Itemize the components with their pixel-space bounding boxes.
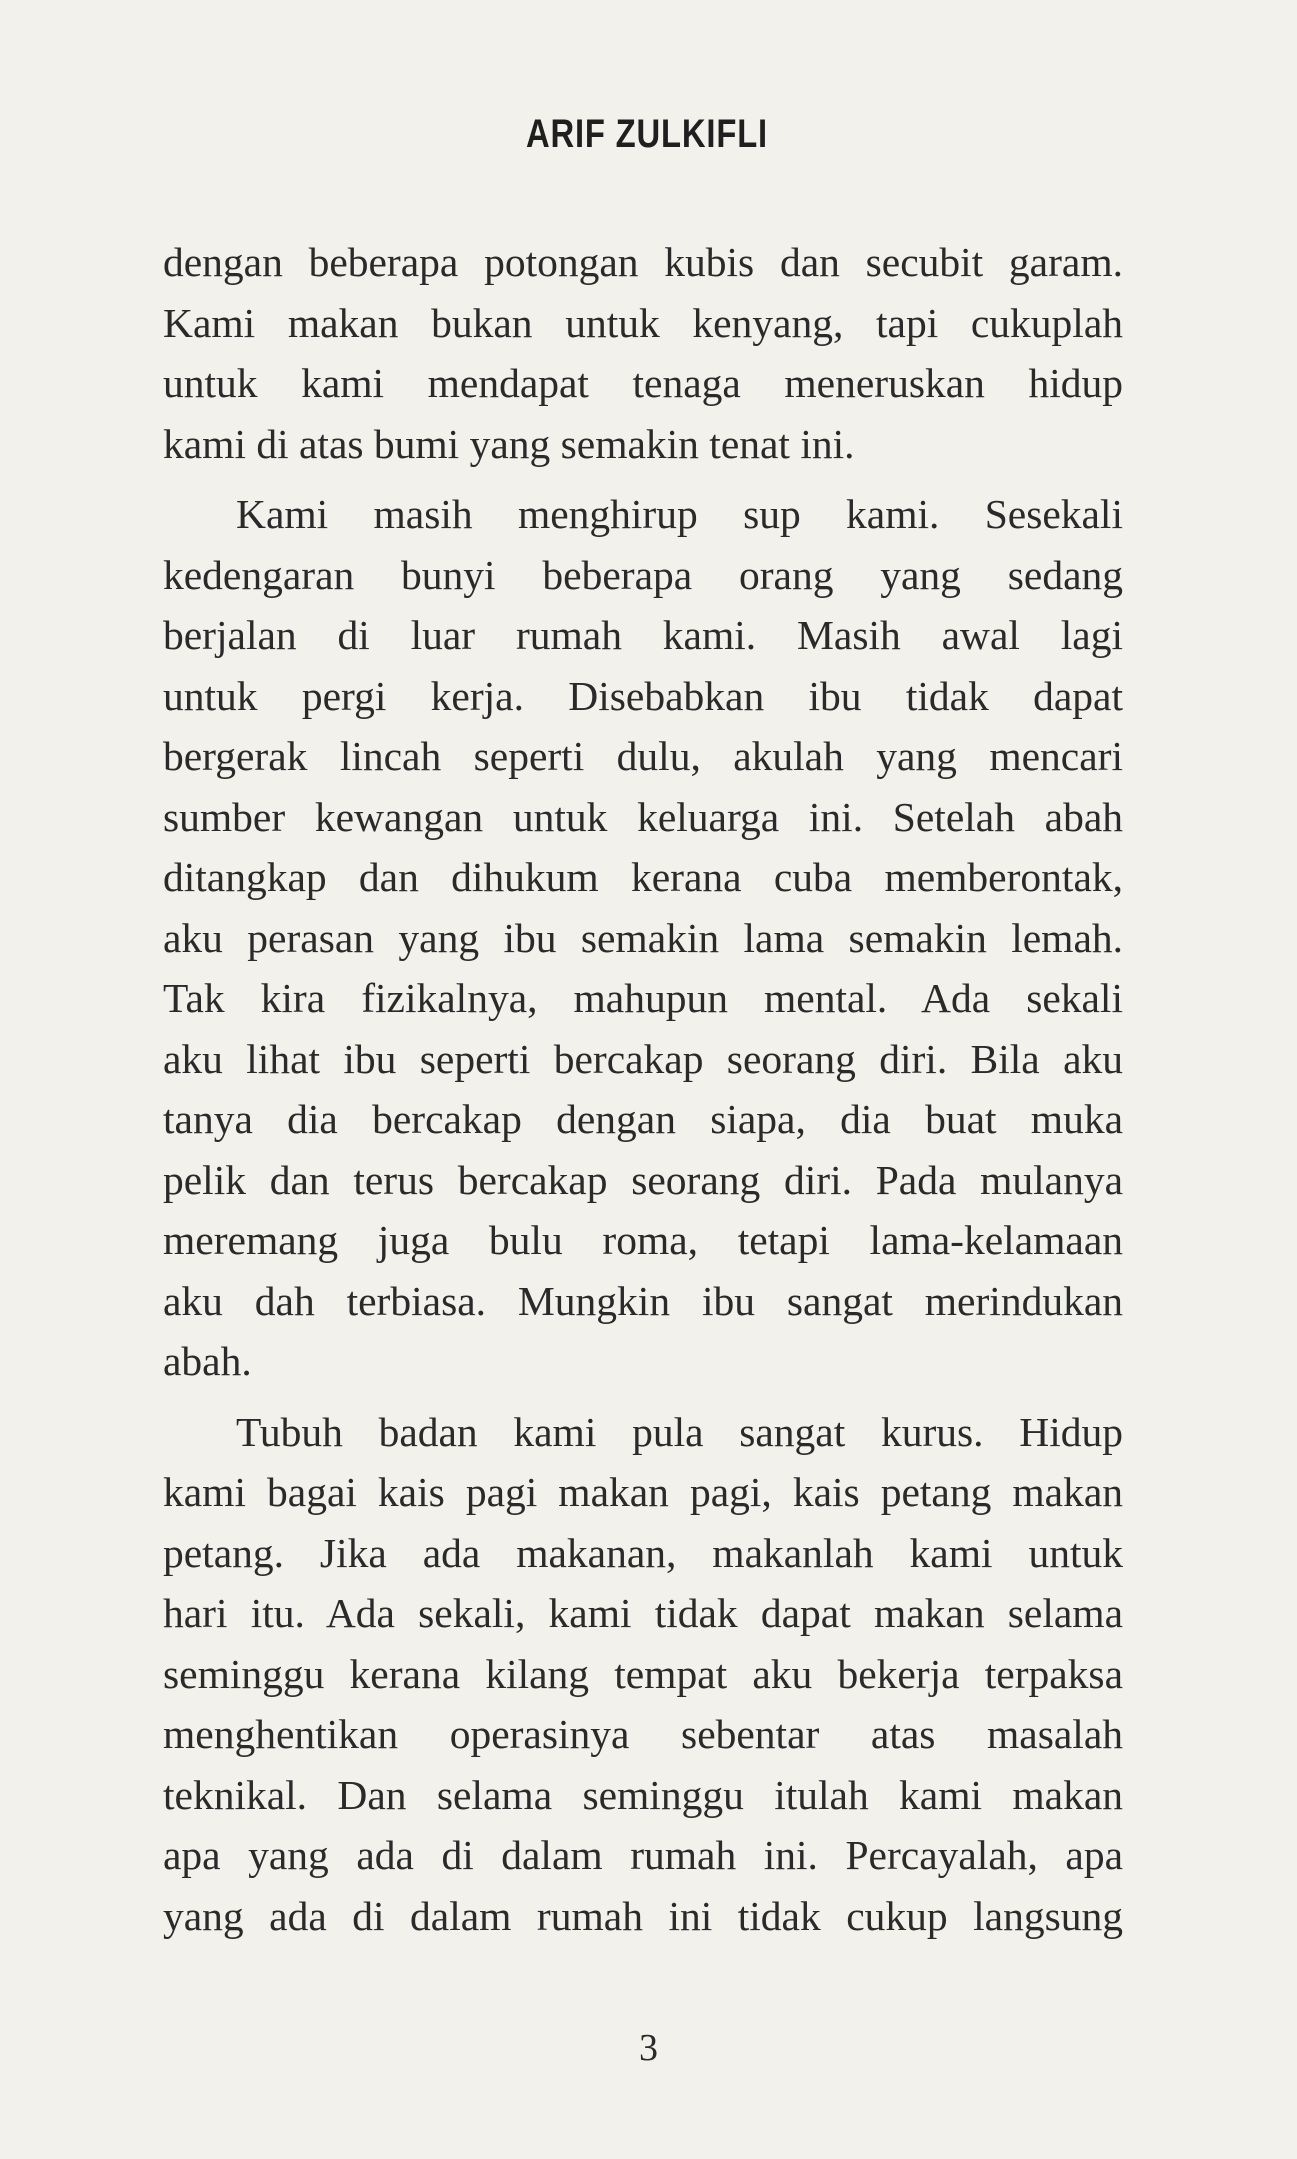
running-header-author: ARIF ZULKIFLI (525, 112, 768, 156)
paragraph-2-line-10: aku lihat ibu seperti bercakap seorang diri. Bila aku (163, 1035, 1123, 1082)
paragraph-3-line-7: teknikal. Dan selama seminggu itulah kami makan (163, 1771, 1123, 1818)
paragraph-3-line-2: kami bagai kais pagi makan pagi, kais petang makan (163, 1469, 1123, 1515)
paragraph-1-line-1: dengan beberapa potongan kubis dan secubit garam. (163, 239, 1123, 285)
paragraph-2-line-12: pelik dan terus bercakap seorang diri. Pada mulanya (163, 1156, 1123, 1203)
paragraph-2-line-7: ditangkap dan dihukum kerana cuba memberontak, (163, 854, 1123, 900)
paragraph-2-line-1: Kami masih menghirup sup kami. Sesekali (236, 491, 1123, 537)
paragraph-3-line-1: Tubuh badan kami pula sangat kurus. Hidup (236, 1408, 1123, 1455)
paragraph-2-line-15: abah. (163, 1338, 252, 1384)
paragraph-1-line-3: untuk kami mendapat tenaga meneruskan hidup (163, 360, 1123, 406)
paragraph-2-line-4: untuk pergi kerja. Disebabkan ibu tidak dapat (163, 672, 1123, 719)
paragraph-3-line-3: petang. Jika ada makanan, makanlah kami untuk (163, 1529, 1123, 1576)
paragraph-1-line-4: kami di atas bumi yang semakin tenat ini. (163, 420, 855, 467)
body-text (163, 232, 1123, 1946)
paragraph-2-line-6: sumber kewangan untuk keluarga ini. Setelah abah (163, 793, 1123, 840)
paragraph-1-line-2: Kami makan bukan untuk kenyang, tapi cukuplah (163, 299, 1123, 346)
paragraph-2-line-9: Tak kira fizikalnya, mahupun mental. Ada sekali (163, 975, 1123, 1021)
page-number: 3 (639, 2027, 658, 2069)
paragraph-2-line-13: meremang juga bulu roma, tetapi lama-kelamaan (163, 1217, 1123, 1263)
paragraph-2-line-2: kedengaran bunyi beberapa orang yang sedang (163, 551, 1123, 598)
paragraph-2-line-3: berjalan di luar rumah kami. Masih awal lagi (163, 612, 1123, 658)
paragraph-2-line-11: tanya dia bercakap dengan siapa, dia buat muka (163, 1096, 1123, 1142)
paragraph-3-line-5: seminggu kerana kilang tempat aku bekerja terpaksa (163, 1650, 1123, 1697)
paragraph-3-line-4: hari itu. Ada sekali, kami tidak dapat makan selama (163, 1590, 1123, 1636)
paragraph-2-line-5: bergerak lincah seperti dulu, akulah yang mencari (163, 733, 1123, 779)
paragraph-2-line-14: aku dah terbiasa. Mungkin ibu sangat merindukan (163, 1277, 1123, 1324)
paragraph-3-line-9: yang ada di dalam rumah ini tidak cukup langsung (163, 1892, 1123, 1939)
paragraph-3-line-8: apa yang ada di dalam rumah ini. Percayalah, apa (163, 1832, 1123, 1878)
paragraph-2-line-8: aku perasan yang ibu semakin lama semakin lemah. (163, 914, 1123, 961)
paragraph-3-line-6: menghentikan operasinya sebentar atas masalah (163, 1711, 1123, 1757)
